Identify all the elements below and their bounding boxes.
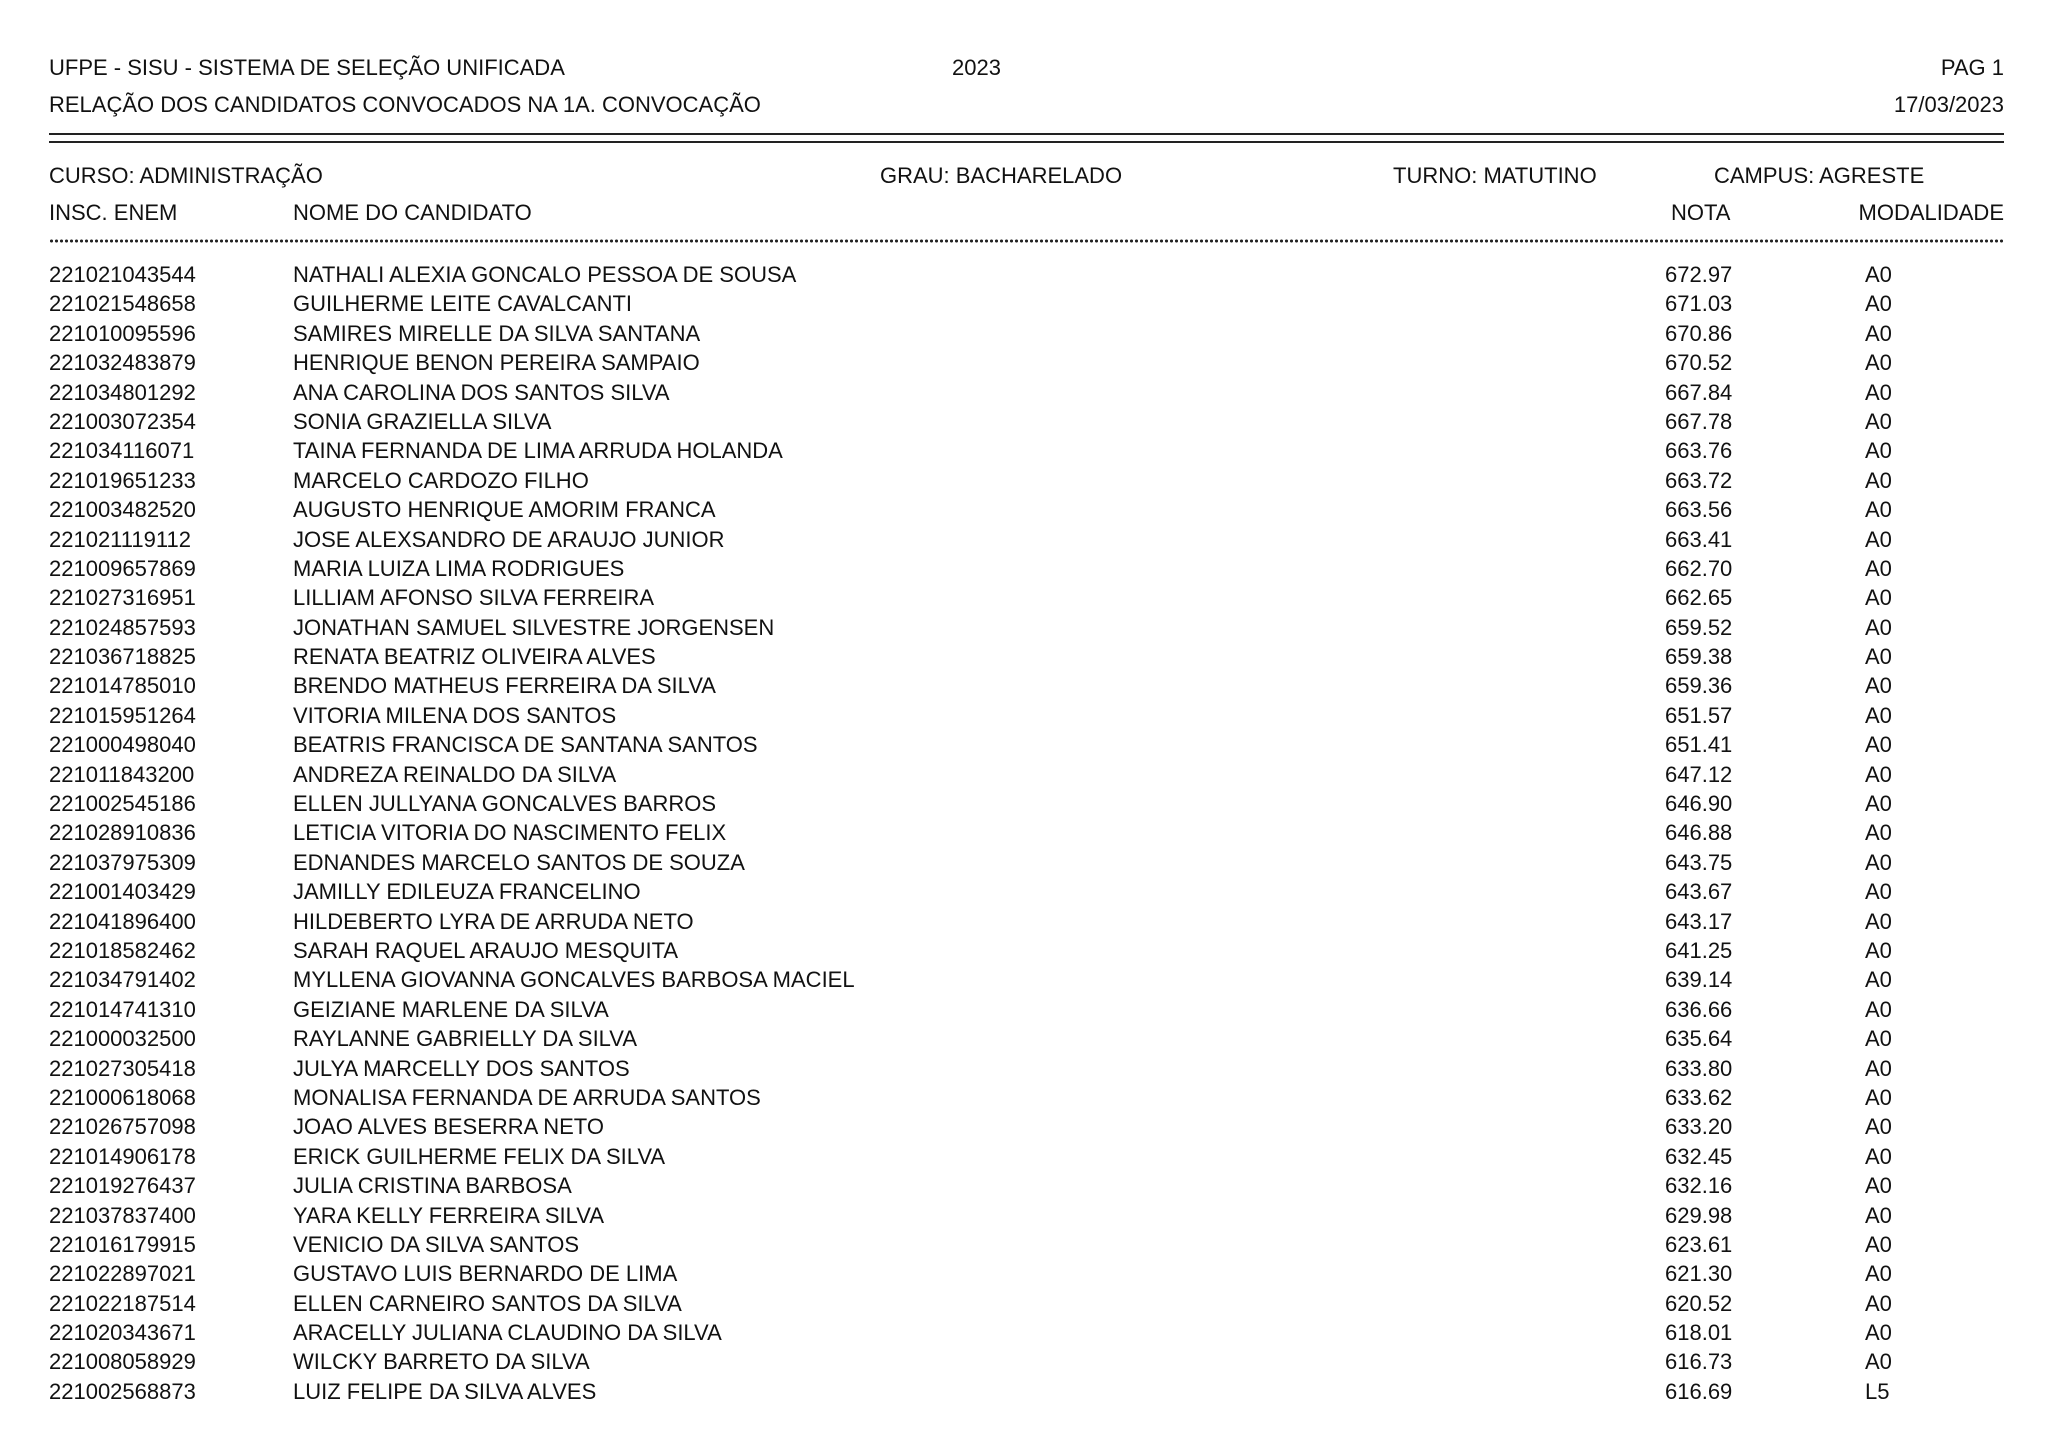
candidate-insc: 221021119112 xyxy=(49,526,191,552)
candidate-name: WILCKY BARRETO DA SILVA xyxy=(293,1349,590,1375)
candidate-nota: 629.98 xyxy=(1665,1202,1733,1228)
candidate-insc: 221027316951 xyxy=(49,585,196,611)
institution-title: UFPE - SISU - SISTEMA DE SELEÇÃO UNIFICADA xyxy=(49,55,565,80)
candidate-nota: 636.66 xyxy=(1665,996,1733,1022)
candidate-insc: 221037975309 xyxy=(49,849,196,875)
candidate-nota: 620.52 xyxy=(1665,1290,1733,1316)
candidate-name: SONIA GRAZIELLA SILVA xyxy=(293,408,552,434)
table-row xyxy=(0,1114,2048,1143)
candidate-nota: 662.70 xyxy=(1665,555,1733,581)
candidate-name: SAMIRES MIRELLE DA SILVA SANTANA xyxy=(293,320,701,346)
candidate-nota: 651.57 xyxy=(1665,702,1733,728)
candidate-nota: 643.75 xyxy=(1665,849,1733,875)
candidate-insc: 221034116071 xyxy=(49,438,195,464)
candidate-nota: 633.80 xyxy=(1665,1055,1733,1081)
candidate-nota: 633.62 xyxy=(1665,1084,1733,1110)
candidate-modalidade: A0 xyxy=(1865,614,1892,640)
table-row xyxy=(0,938,2048,967)
candidate-modalidade: A0 xyxy=(1865,673,1892,699)
report-subtitle: RELAÇÃO DOS CANDIDATOS CONVOCADOS NA 1A. CONVOCAÇÃO xyxy=(49,92,761,117)
candidate-nota: 663.56 xyxy=(1665,497,1733,523)
candidate-insc: 221003482520 xyxy=(49,497,196,523)
table-row xyxy=(0,967,2048,996)
table-row xyxy=(0,850,2048,879)
candidate-name: BEATRIS FRANCISCA DE SANTANA SANTOS xyxy=(293,732,758,758)
candidate-modalidade: A0 xyxy=(1865,1173,1892,1199)
candidate-name: ERICK GUILHERME FELIX DA SILVA xyxy=(293,1143,666,1169)
candidate-modalidade: A0 xyxy=(1865,820,1892,846)
candidate-nota: 632.16 xyxy=(1665,1173,1733,1199)
candidate-modalidade: A0 xyxy=(1865,761,1892,787)
candidate-nota: 618.01 xyxy=(1665,1320,1733,1346)
candidate-name: JOAO ALVES BESERRA NETO xyxy=(293,1114,604,1140)
candidate-name: ELLEN CARNEIRO SANTOS DA SILVA xyxy=(293,1290,682,1316)
candidate-insc: 221014785010 xyxy=(49,673,196,699)
candidate-name: LILLIAM AFONSO SILVA FERREIRA xyxy=(293,585,655,611)
report-date: 17/03/2023 xyxy=(1893,92,2004,117)
candidate-nota: 623.61 xyxy=(1665,1231,1733,1257)
candidate-nota: 663.41 xyxy=(1665,526,1733,552)
column-header-insc: INSC. ENEM xyxy=(49,200,178,225)
candidate-modalidade: A0 xyxy=(1865,350,1892,376)
candidate-insc: 221024857593 xyxy=(49,614,196,640)
table-row xyxy=(0,350,2048,379)
candidate-nota: 659.36 xyxy=(1665,673,1733,699)
table-row xyxy=(0,468,2048,497)
candidate-name: AUGUSTO HENRIQUE AMORIM FRANCA xyxy=(293,497,716,523)
candidate-name: JAMILLY EDILEUZA FRANCELINO xyxy=(293,879,641,905)
candidate-modalidade: A0 xyxy=(1865,1231,1892,1257)
candidate-name: EDNANDES MARCELO SANTOS DE SOUZA xyxy=(293,849,745,875)
table-row xyxy=(0,1026,2048,1055)
candidate-nota: 651.41 xyxy=(1665,732,1733,758)
table-row xyxy=(0,644,2048,673)
candidate-name: MONALISA FERNANDA DE ARRUDA SANTOS xyxy=(293,1084,761,1110)
candidate-insc: 221019651233 xyxy=(49,467,196,493)
candidate-modalidade: A0 xyxy=(1865,1261,1892,1287)
candidate-insc: 221014741310 xyxy=(49,996,196,1022)
candidate-name: ANA CAROLINA DOS SANTOS SILVA xyxy=(293,379,670,405)
table-row xyxy=(0,732,2048,761)
candidate-nota: 643.67 xyxy=(1665,879,1733,905)
candidate-modalidade: A0 xyxy=(1865,1026,1892,1052)
candidate-insc: 221022897021 xyxy=(49,1261,196,1287)
table-row xyxy=(0,615,2048,644)
candidate-modalidade: A0 xyxy=(1865,320,1892,346)
column-header-modalidade: MODALIDADE xyxy=(1858,200,2004,225)
table-row xyxy=(0,703,2048,732)
candidate-modalidade: A0 xyxy=(1865,585,1892,611)
candidate-nota: 663.76 xyxy=(1665,438,1733,464)
table-row xyxy=(0,997,2048,1026)
table-row xyxy=(0,762,2048,791)
candidate-name: HENRIQUE BENON PEREIRA SAMPAIO xyxy=(293,350,700,376)
candidate-insc: 221000618068 xyxy=(49,1084,196,1110)
candidate-insc: 221020343671 xyxy=(49,1320,196,1346)
candidate-name: LUIZ FELIPE DA SILVA ALVES xyxy=(293,1378,597,1404)
candidate-name: BRENDO MATHEUS FERREIRA DA SILVA xyxy=(293,673,716,699)
candidate-insc: 221022187514 xyxy=(49,1290,196,1316)
column-header-nota: NOTA xyxy=(1671,200,1731,225)
candidate-insc: 221026757098 xyxy=(49,1114,196,1140)
course-degree: GRAU: BACHARELADO xyxy=(880,163,1123,188)
candidate-list xyxy=(0,262,2048,1408)
candidate-modalidade: A0 xyxy=(1865,644,1892,670)
table-row xyxy=(0,556,2048,585)
candidate-modalidade: A0 xyxy=(1865,497,1892,523)
table-row xyxy=(0,1232,2048,1261)
candidate-modalidade: A0 xyxy=(1865,1349,1892,1375)
table-row xyxy=(0,438,2048,467)
candidate-name: RENATA BEATRIZ OLIVEIRA ALVES xyxy=(293,644,656,670)
table-row xyxy=(0,791,2048,820)
candidate-nota: 616.73 xyxy=(1665,1349,1733,1375)
candidate-nota: 670.86 xyxy=(1665,320,1733,346)
candidate-modalidade: A0 xyxy=(1865,849,1892,875)
candidate-nota: 663.72 xyxy=(1665,467,1733,493)
double-line-separator xyxy=(49,133,2004,143)
candidate-nota: 672.97 xyxy=(1665,262,1733,287)
candidate-insc: 221021548658 xyxy=(49,291,196,317)
candidate-nota: 635.64 xyxy=(1665,1026,1733,1052)
candidate-modalidade: A0 xyxy=(1865,1114,1892,1140)
candidate-modalidade: A0 xyxy=(1865,555,1892,581)
candidate-insc: 221002568873 xyxy=(49,1378,196,1404)
candidate-name: ANDREZA REINALDO DA SILVA xyxy=(293,761,617,787)
table-row xyxy=(0,879,2048,908)
candidate-nota: 616.69 xyxy=(1665,1378,1733,1404)
course-campus: CAMPUS: AGRESTE xyxy=(1714,163,1925,188)
table-row xyxy=(0,262,2048,291)
table-row xyxy=(0,409,2048,438)
table-row xyxy=(0,1349,2048,1378)
candidate-name: MARIA LUIZA LIMA RODRIGUES xyxy=(293,555,625,581)
candidate-modalidade: A0 xyxy=(1865,1143,1892,1169)
candidate-name: HILDEBERTO LYRA DE ARRUDA NETO xyxy=(293,908,694,934)
table-row xyxy=(0,1056,2048,1085)
candidate-modalidade: A0 xyxy=(1865,1055,1892,1081)
table-row xyxy=(0,1379,2048,1408)
candidate-nota: 646.90 xyxy=(1665,791,1733,817)
candidate-nota: 667.84 xyxy=(1665,379,1733,405)
table-row xyxy=(0,1144,2048,1173)
course-name: CURSO: ADMINISTRAÇÃO xyxy=(49,163,323,188)
candidate-name: JOSE ALEXSANDRO DE ARAUJO JUNIOR xyxy=(293,526,725,552)
candidate-name: GEIZIANE MARLENE DA SILVA xyxy=(293,996,609,1022)
candidate-insc: 221018582462 xyxy=(49,937,196,963)
candidate-nota: 659.38 xyxy=(1665,644,1733,670)
candidate-nota: 647.12 xyxy=(1665,761,1733,787)
candidate-name: NATHALI ALEXIA GONCALO PESSOA DE SOUSA xyxy=(293,262,797,287)
candidate-modalidade: A0 xyxy=(1865,379,1892,405)
candidate-insc: 221021043544 xyxy=(49,262,196,287)
column-header-nome: NOME DO CANDIDATO xyxy=(293,200,532,225)
candidate-modalidade: A0 xyxy=(1865,526,1892,552)
candidate-nota: 667.78 xyxy=(1665,408,1733,434)
candidate-insc: 221003072354 xyxy=(49,408,196,434)
candidate-insc: 221028910836 xyxy=(49,820,196,846)
candidate-name: GUSTAVO LUIS BERNARDO DE LIMA xyxy=(293,1261,678,1287)
candidate-modalidade: A0 xyxy=(1865,1202,1892,1228)
asterisk-line-separator xyxy=(49,236,2004,246)
candidate-modalidade: A0 xyxy=(1865,732,1892,758)
table-row xyxy=(0,1261,2048,1290)
candidate-insc: 221037837400 xyxy=(49,1202,196,1228)
table-row xyxy=(0,1173,2048,1202)
candidate-modalidade: A0 xyxy=(1865,937,1892,963)
candidate-name: ARACELLY JULIANA CLAUDINO DA SILVA xyxy=(293,1320,722,1346)
course-shift: TURNO: MATUTINO xyxy=(1393,163,1597,188)
candidate-modalidade: A0 xyxy=(1865,967,1892,993)
candidate-insc: 221015951264 xyxy=(49,702,196,728)
table-row xyxy=(0,820,2048,849)
report-year: 2023 xyxy=(952,55,1001,80)
candidate-nota: 639.14 xyxy=(1665,967,1733,993)
candidate-nota: 621.30 xyxy=(1665,1261,1733,1287)
candidate-insc: 221002545186 xyxy=(49,791,196,817)
candidate-nota: 632.45 xyxy=(1665,1143,1733,1169)
candidate-nota: 641.25 xyxy=(1665,937,1733,963)
candidate-name: RAYLANNE GABRIELLY DA SILVA xyxy=(293,1026,637,1052)
candidate-nota: 662.65 xyxy=(1665,585,1733,611)
candidate-modalidade: L5 xyxy=(1865,1378,1890,1404)
candidate-insc: 221011843200 xyxy=(49,761,195,787)
table-row xyxy=(0,321,2048,350)
candidate-insc: 221034801292 xyxy=(49,379,196,405)
table-row xyxy=(0,497,2048,526)
candidate-insc: 221001403429 xyxy=(49,879,196,905)
candidate-name: JONATHAN SAMUEL SILVESTRE JORGENSEN xyxy=(293,614,775,640)
page-number: PAG 1 xyxy=(1940,55,2004,80)
table-row xyxy=(0,380,2048,409)
candidate-modalidade: A0 xyxy=(1865,702,1892,728)
table-row xyxy=(0,585,2048,614)
candidate-modalidade: A0 xyxy=(1865,996,1892,1022)
candidate-name: MYLLENA GIOVANNA GONCALVES BARBOSA MACIEL xyxy=(293,967,855,993)
candidate-modalidade: A0 xyxy=(1865,791,1892,817)
candidate-name: YARA KELLY FERREIRA SILVA xyxy=(293,1202,604,1228)
candidate-modalidade: A0 xyxy=(1865,438,1892,464)
candidate-modalidade: A0 xyxy=(1865,291,1892,317)
candidate-name: MARCELO CARDOZO FILHO xyxy=(293,467,589,493)
candidate-insc: 221008058929 xyxy=(49,1349,196,1375)
candidate-modalidade: A0 xyxy=(1865,879,1892,905)
candidate-modalidade: A0 xyxy=(1865,262,1892,287)
table-row xyxy=(0,527,2048,556)
candidate-name: JULYA MARCELLY DOS SANTOS xyxy=(293,1055,630,1081)
table-row xyxy=(0,1320,2048,1349)
candidate-nota: 646.88 xyxy=(1665,820,1733,846)
candidate-insc: 221032483879 xyxy=(49,350,196,376)
table-row xyxy=(0,909,2048,938)
candidate-name: VITORIA MILENA DOS SANTOS xyxy=(293,702,617,728)
candidate-name: ELLEN JULLYANA GONCALVES BARROS xyxy=(293,791,717,817)
table-row xyxy=(0,1291,2048,1320)
candidate-nota: 633.20 xyxy=(1665,1114,1733,1140)
candidate-insc: 221010095596 xyxy=(49,320,196,346)
candidate-modalidade: A0 xyxy=(1865,408,1892,434)
candidate-modalidade: A0 xyxy=(1865,908,1892,934)
candidate-name: LETICIA VITORIA DO NASCIMENTO FELIX xyxy=(293,820,727,846)
table-row xyxy=(0,1085,2048,1114)
candidate-name: GUILHERME LEITE CAVALCANTI xyxy=(293,291,633,317)
candidate-modalidade: A0 xyxy=(1865,1084,1892,1110)
candidate-modalidade: A0 xyxy=(1865,467,1892,493)
candidate-name: TAINA FERNANDA DE LIMA ARRUDA HOLANDA xyxy=(293,438,783,464)
candidate-insc: 221019276437 xyxy=(49,1173,196,1199)
candidate-insc: 221036718825 xyxy=(49,644,196,670)
candidate-insc: 221009657869 xyxy=(49,555,196,581)
candidate-insc: 221034791402 xyxy=(49,967,196,993)
candidate-nota: 659.52 xyxy=(1665,614,1733,640)
candidate-insc: 221027305418 xyxy=(49,1055,196,1081)
candidate-nota: 643.17 xyxy=(1665,908,1733,934)
candidate-nota: 670.52 xyxy=(1665,350,1733,376)
candidate-insc: 221041896400 xyxy=(49,908,196,934)
table-row xyxy=(0,1203,2048,1232)
candidate-name: SARAH RAQUEL ARAUJO MESQUITA xyxy=(293,937,679,963)
candidate-insc: 221000032500 xyxy=(49,1026,196,1052)
candidate-name: VENICIO DA SILVA SANTOS xyxy=(293,1231,580,1257)
candidate-nota: 671.03 xyxy=(1665,291,1733,317)
candidate-insc: 221000498040 xyxy=(49,732,196,758)
candidate-name: JULIA CRISTINA BARBOSA xyxy=(293,1173,572,1199)
candidate-insc: 221014906178 xyxy=(49,1143,196,1169)
candidate-modalidade: A0 xyxy=(1865,1290,1892,1316)
candidate-insc: 221016179915 xyxy=(49,1231,196,1257)
table-row xyxy=(0,291,2048,320)
table-row xyxy=(0,673,2048,702)
candidate-modalidade: A0 xyxy=(1865,1320,1892,1346)
